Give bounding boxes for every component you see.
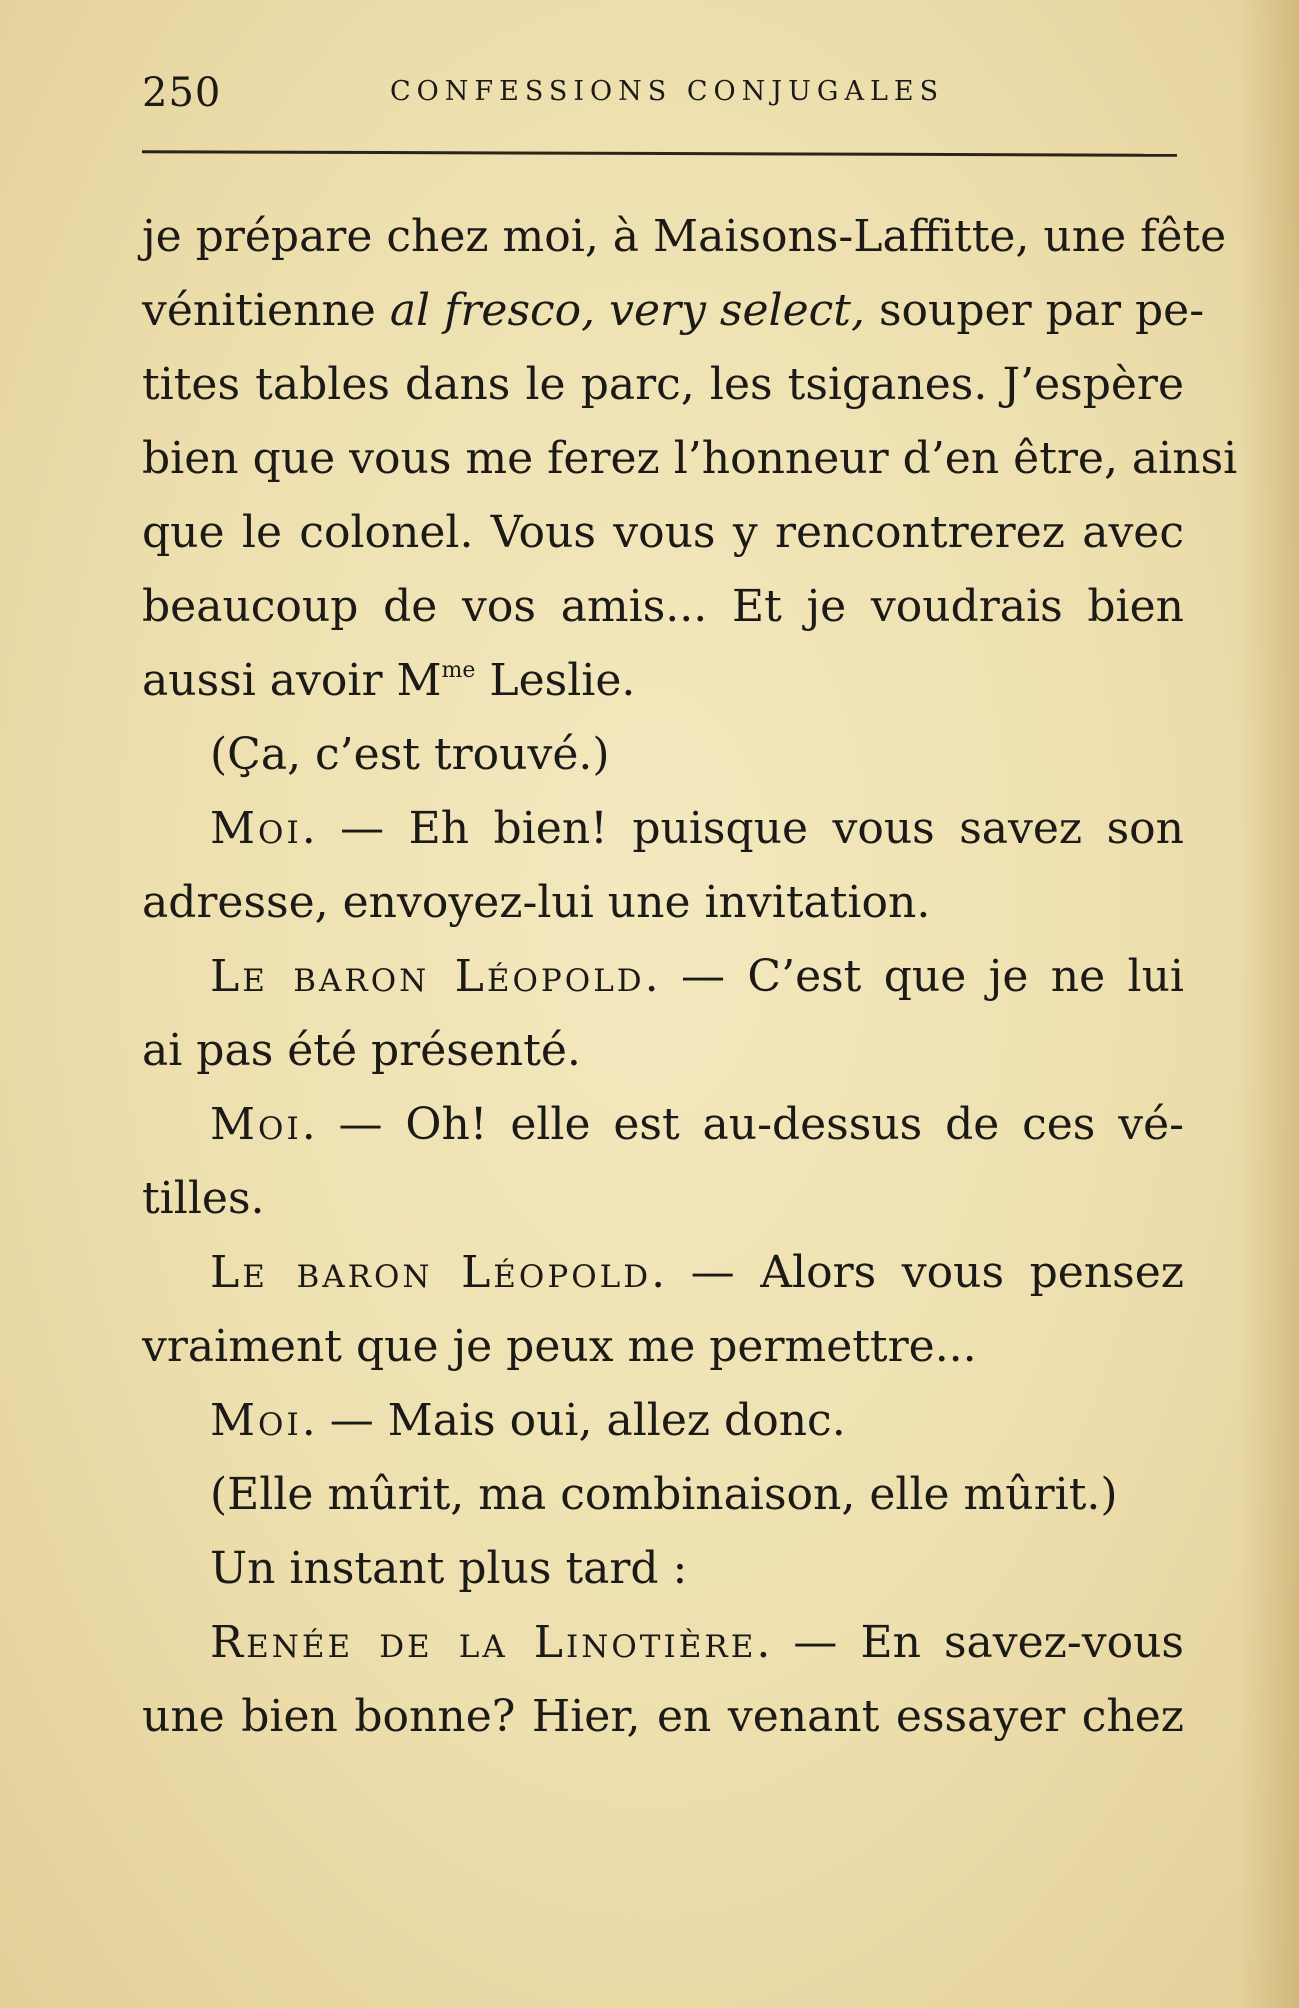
body-text	[142, 200, 1238, 1754]
superscript: me	[441, 658, 476, 683]
page-number: 250	[142, 70, 222, 116]
text-line: adresse, envoyez-lui une invitation.	[142, 877, 931, 928]
dialogue-line: Moi. — Oh! elle est au-dessus de ces vé-	[210, 1099, 1184, 1150]
text-line: aussi avoir $M^{me}$ Leslie.	[142, 655, 636, 706]
text-line: vénitienne al fresco, very select, souper par pe-	[142, 285, 1205, 336]
text-line: tilles.	[142, 1173, 265, 1224]
text-line: (Ça, c’est trouvé.)	[210, 729, 610, 780]
text-line: (Elle mûrit, ma combinaison, elle mûrit.)	[210, 1469, 1118, 1520]
text-line: bien que vous me ferez l’honneur d’en être, ainsi	[142, 433, 1238, 484]
dialogue-line: Moi. — Eh bien! puisque vous savez son	[210, 803, 1184, 854]
speaker-name: Moi	[210, 1099, 302, 1150]
speaker-name: Le baron Léopold	[210, 1247, 652, 1298]
dialogue-line: Renée de la Linotière. — En savez-vous	[210, 1617, 1184, 1668]
running-title: CONFESSIONS CONJUGALES	[390, 76, 945, 107]
running-header	[142, 60, 1182, 120]
text-line: une bien bonne? Hier, en venant essayer chez	[142, 1691, 1184, 1742]
speaker-name: Renée de la Linotière	[210, 1617, 757, 1668]
text-line: beaucoup de vos amis... Et je voudrais bien	[142, 581, 1184, 632]
text-line: tites tables dans le parc, les tsiganes. J’espère	[142, 359, 1184, 410]
dialogue-line: Le baron Léopold. — Alors vous pensez	[210, 1247, 1184, 1298]
text-line: vraiment que je peux me permettre...	[142, 1321, 977, 1372]
text-line: ai pas été présenté.	[142, 1025, 581, 1076]
italic-phrase: al fresco, very select,	[389, 285, 865, 336]
speaker-name: Moi	[210, 803, 302, 854]
speaker-name: Moi	[210, 1395, 302, 1446]
dialogue-line: Moi. — Mais oui, allez donc.	[210, 1395, 846, 1446]
text-line: que le colonel. Vous vous y rencontrerez avec	[142, 507, 1184, 558]
header-rule	[142, 150, 1177, 157]
dialogue-line: Le baron Léopold. — C’est que je ne lui	[210, 951, 1184, 1002]
speaker-name: Le baron Léopold	[210, 951, 645, 1002]
text-line: je prépare chez moi, à Maisons-Laffitte, une fête	[142, 211, 1227, 262]
text-line: Un instant plus tard :	[210, 1543, 688, 1594]
